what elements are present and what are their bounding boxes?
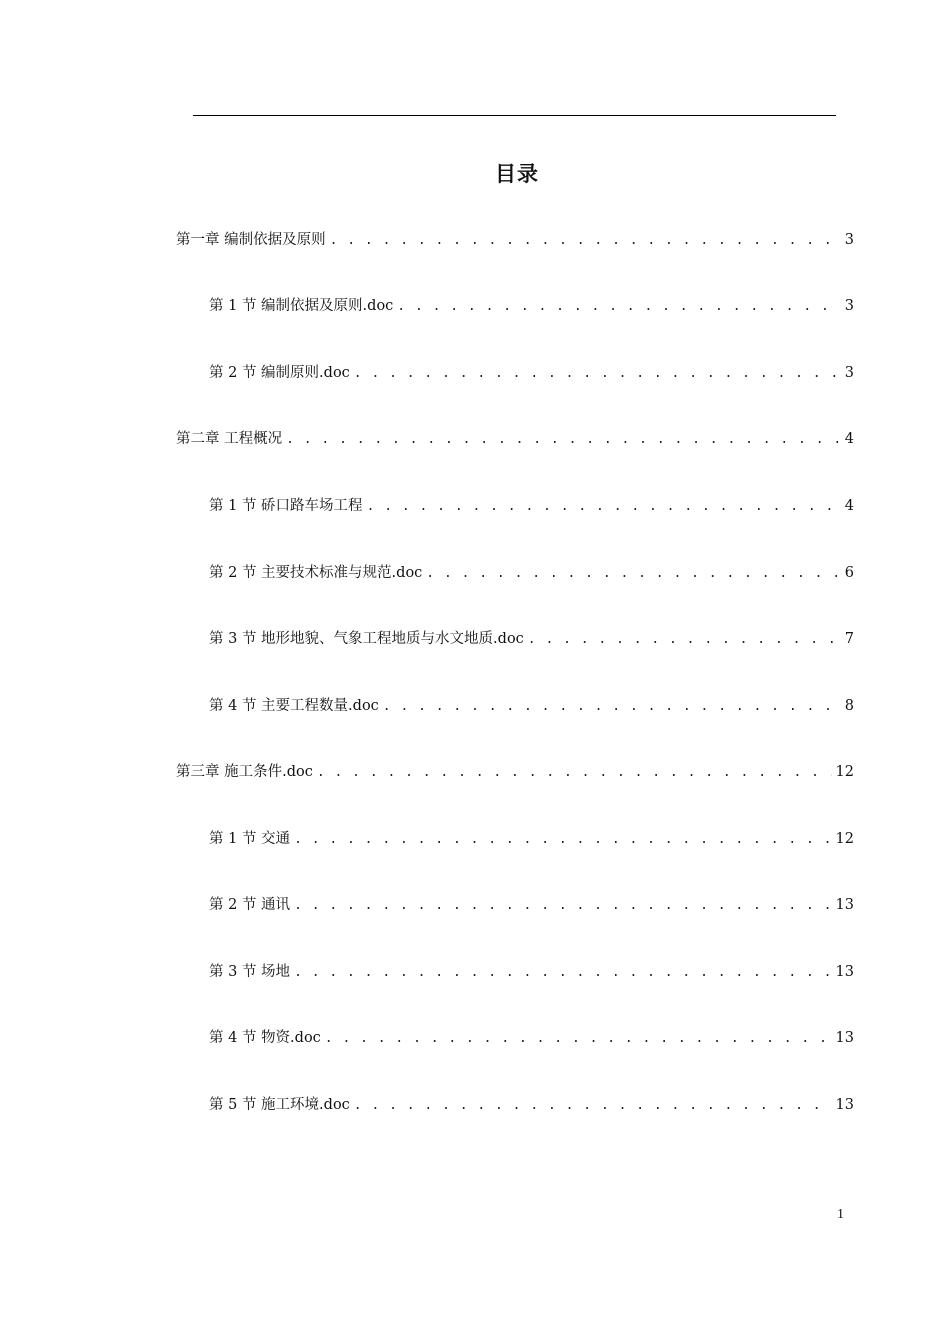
toc-entry-label: 第 4 节 物资.doc: [209, 1030, 321, 1046]
header-rule: [193, 115, 836, 116]
toc-entry-page: 7: [844, 631, 854, 647]
toc-entry-section-2-1[interactable]: [209, 495, 854, 517]
dot-leader: [294, 829, 831, 851]
dot-leader: [294, 962, 831, 984]
toc-entry-page: 3: [844, 365, 854, 381]
toc-entry-label: 第 5 节 施工环境.doc: [209, 1097, 350, 1113]
toc-entry-section-3-4[interactable]: [209, 1027, 854, 1049]
toc-entry-page: 12: [835, 764, 854, 780]
dot-leader: [426, 563, 840, 585]
dot-leader: [367, 496, 841, 518]
dot-leader: [354, 1095, 832, 1117]
toc-entry-label: 第 1 节 硚口路车场工程: [209, 498, 363, 514]
toc-entry-page: 13: [835, 1097, 854, 1113]
dot-leader: [528, 629, 841, 651]
toc-entry-label: 第 2 节 编制原则.doc: [209, 365, 350, 381]
dot-leader: [294, 895, 831, 917]
toc-entry-chapter-3[interactable]: [176, 761, 854, 783]
toc-entry-label: 第 4 节 主要工程数量.doc: [209, 698, 379, 714]
toc-entry-section-3-5[interactable]: [209, 1094, 854, 1116]
toc-entry-label: 第三章 施工条件.doc: [176, 764, 313, 780]
toc-entry-label: 第 2 节 通讯: [209, 897, 291, 913]
toc-entry-section-2-3[interactable]: [209, 628, 854, 650]
dot-leader: [330, 230, 841, 252]
toc-entry-page: 4: [844, 431, 854, 447]
toc-entry-page: 13: [835, 897, 854, 913]
toc-entry-page: 13: [835, 1030, 854, 1046]
toc-entry-page: 3: [844, 298, 854, 314]
toc-entry-page: 8: [844, 698, 854, 714]
toc-entry-section-3-2[interactable]: [209, 894, 854, 916]
dot-leader: [317, 762, 832, 784]
dot-leader: [383, 696, 841, 718]
dot-leader: [286, 429, 841, 451]
toc-entry-section-2-4[interactable]: [209, 695, 854, 717]
toc-title: 目录: [495, 162, 539, 186]
dot-leader: [397, 296, 840, 318]
toc-entry-page: 6: [844, 565, 854, 581]
toc-entry-page: 12: [835, 831, 854, 847]
toc-entry-label: 第 1 节 编制依据及原则.doc: [209, 298, 394, 314]
toc-entry-section-1-1[interactable]: [209, 295, 854, 317]
toc-entry-label: 第二章 工程概况: [176, 431, 283, 447]
toc-entry-page: 3: [844, 232, 854, 248]
toc-entry-label: 第 2 节 主要技术标准与规范.doc: [209, 565, 423, 581]
toc-entry-section-3-3[interactable]: [209, 961, 854, 983]
dot-leader: [354, 363, 841, 385]
toc-entry-chapter-2[interactable]: [176, 428, 854, 450]
page-number: 1: [837, 1207, 844, 1222]
toc-entry-section-2-2[interactable]: [209, 562, 854, 584]
toc-entry-label: 第一章 编制依据及原则: [176, 232, 326, 248]
toc-entry-label: 第 3 节 地形地貌、气象工程地质与水文地质.doc: [209, 631, 524, 647]
toc-entry-chapter-1[interactable]: [176, 229, 854, 251]
toc-entry-page: 13: [835, 964, 854, 980]
toc-entry-section-3-1[interactable]: [209, 828, 854, 850]
dot-leader: [325, 1028, 832, 1050]
toc-entry-section-1-2[interactable]: [209, 362, 854, 384]
toc-entry-label: 第 1 节 交通: [209, 831, 291, 847]
toc-entry-label: 第 3 节 场地: [209, 964, 291, 980]
toc-entry-page: 4: [844, 498, 854, 514]
